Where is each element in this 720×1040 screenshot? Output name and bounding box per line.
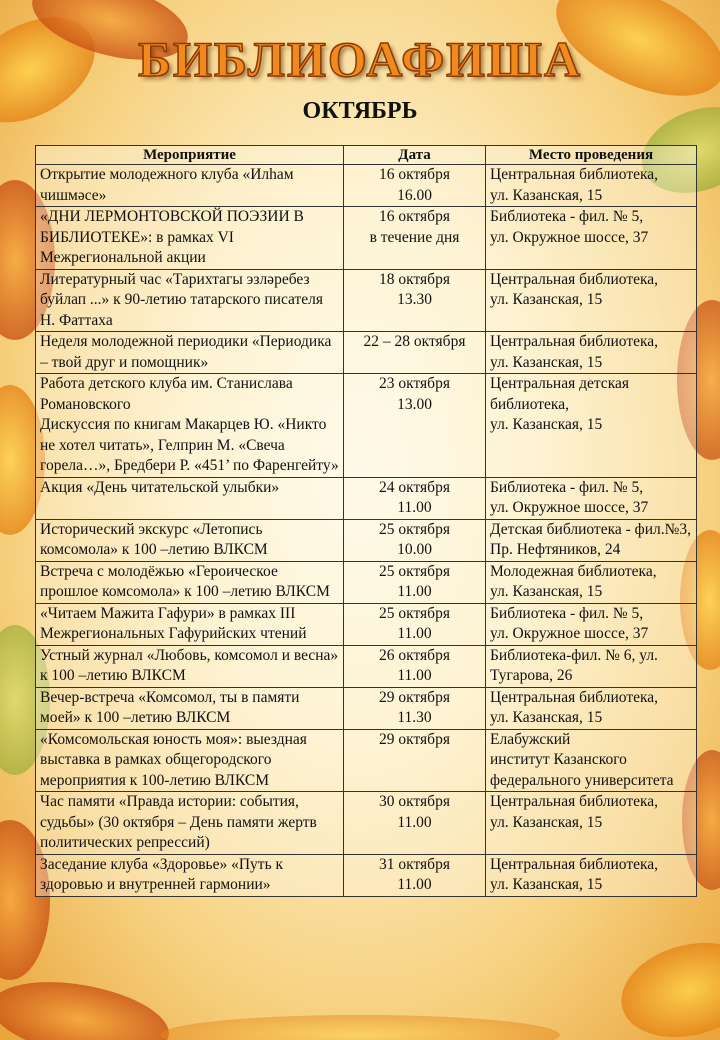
- column-header-place: Место проведения: [486, 146, 697, 165]
- table-row: [36, 645, 697, 687]
- column-header-event: Мероприятие: [36, 146, 344, 165]
- event-cell: Открытие молодежного клуба «Илһам чишмәсе»: [36, 165, 344, 207]
- table-row: [36, 854, 697, 896]
- place-cell: Центральная библиотека, ул. Казанская, 15: [486, 165, 697, 207]
- date-cell: 30 октября 11.00: [344, 792, 486, 855]
- event-cell: Неделя молодежной периодики «Периодика – твой друг и помощник»: [36, 332, 344, 374]
- table-row: [36, 207, 697, 270]
- table-header-row: [36, 146, 697, 165]
- event-cell: «Читаем Мажита Гафури» в рамках III Межрегиональных Гафурийских чтений: [36, 603, 344, 645]
- place-cell: Елабужский институт Казанского федерального университета: [486, 729, 697, 792]
- place-cell: Центральная детская библиотека, ул. Казанская, 15: [486, 374, 697, 478]
- column-header-date: Дата: [344, 146, 486, 165]
- date-cell: 16 октября 16.00: [344, 165, 486, 207]
- table-row: [36, 332, 697, 374]
- place-cell: Библиотека - фил. № 5, ул. Окружное шоссе, 37: [486, 207, 697, 270]
- date-cell: 16 октября в течение дня: [344, 207, 486, 270]
- date-cell: 24 октября 11.00: [344, 477, 486, 519]
- table-row: [36, 561, 697, 603]
- table-row: [36, 269, 697, 332]
- date-cell: 26 октября 11.00: [344, 645, 486, 687]
- month-subtitle: ОКТЯБРЬ: [302, 98, 418, 124]
- place-cell: Центральная библиотека, ул. Казанская, 15: [486, 269, 697, 332]
- date-cell: 29 октября: [344, 729, 486, 792]
- date-cell: 25 октября 11.00: [344, 561, 486, 603]
- table-row: [36, 729, 697, 792]
- place-cell: Молодежная библиотека, ул. Казанская, 15: [486, 561, 697, 603]
- events-table: [35, 145, 697, 897]
- table-row: [36, 603, 697, 645]
- place-cell: Библиотека - фил. № 5, ул. Окружное шоссе, 37: [486, 603, 697, 645]
- page-title: БИБЛИОАФИША: [137, 31, 583, 87]
- place-cell: Центральная библиотека, ул. Казанская, 15: [486, 792, 697, 855]
- event-cell: Устный журнал «Любовь, комсомол и весна» к 100 –летию ВЛКСМ: [36, 645, 344, 687]
- event-cell: Встреча с молодёжью «Героическое прошлое комсомола» к 100 –летию ВЛКСМ: [36, 561, 344, 603]
- date-cell: 25 октября 10.00: [344, 519, 486, 561]
- date-cell: 25 октября 11.00: [344, 603, 486, 645]
- place-cell: Детская библиотека - фил.№3, Пр. Нефтяников, 24: [486, 519, 697, 561]
- event-cell: Исторический экскурс «Летопись комсомола» к 100 –летию ВЛКСМ: [36, 519, 344, 561]
- table-row: [36, 792, 697, 855]
- date-cell: 23 октября 13.00: [344, 374, 486, 478]
- date-cell: 31 октября 11.00: [344, 854, 486, 896]
- event-cell: Акция «День читательской улыбки»: [36, 477, 344, 519]
- place-cell: Библиотека-фил. № 6, ул. Тугарова, 26: [486, 645, 697, 687]
- table-row: [36, 165, 697, 207]
- place-cell: Центральная библиотека, ул. Казанская, 15: [486, 332, 697, 374]
- date-cell: 29 октября 11.30: [344, 687, 486, 729]
- date-cell: 18 октября 13.30: [344, 269, 486, 332]
- table-row: [36, 477, 697, 519]
- event-cell: Час памяти «Правда истории: события, судьбы» (30 октября – День памяти жертв политических репрессий): [36, 792, 344, 855]
- table-row: [36, 687, 697, 729]
- date-cell: 22 – 28 октября: [344, 332, 486, 374]
- place-cell: Центральная библиотека, ул. Казанская, 15: [486, 854, 697, 896]
- event-cell: Вечер-встреча «Комсомол, ты в памяти моей» к 100 –летию ВЛКСМ: [36, 687, 344, 729]
- event-cell: Литературный час «Тарихтагы эзләребез буйлап ...» к 90-летию татарского писателя Н. Фаттаха: [36, 269, 344, 332]
- event-cell: Заседание клуба «Здоровье» «Путь к здоровью и внутренней гармонии»: [36, 854, 344, 896]
- event-cell: «ДНИ ЛЕРМОНТОВСКОЙ ПОЭЗИИ В БИБЛИОТЕКЕ»: в рамках VI Межрегиональной акции: [36, 207, 344, 270]
- table-row: [36, 374, 697, 478]
- event-cell: Работа детского клуба им. Станислава Романовского Дискуссия по книгам Макарцев Ю. «Никто не хотел читать», Гелприн М. «Свеча горела…», Бредбери Р. «451’ по Фаренгейту»: [36, 374, 344, 478]
- place-cell: Библиотека - фил. № 5, ул. Окружное шоссе, 37: [486, 477, 697, 519]
- table-row: [36, 519, 697, 561]
- event-cell: «Комсомольская юность моя»: выездная выставка в рамках общегородского мероприятия к 100-летию ВЛКСМ: [36, 729, 344, 792]
- place-cell: Центральная библиотека, ул. Казанская, 15: [486, 687, 697, 729]
